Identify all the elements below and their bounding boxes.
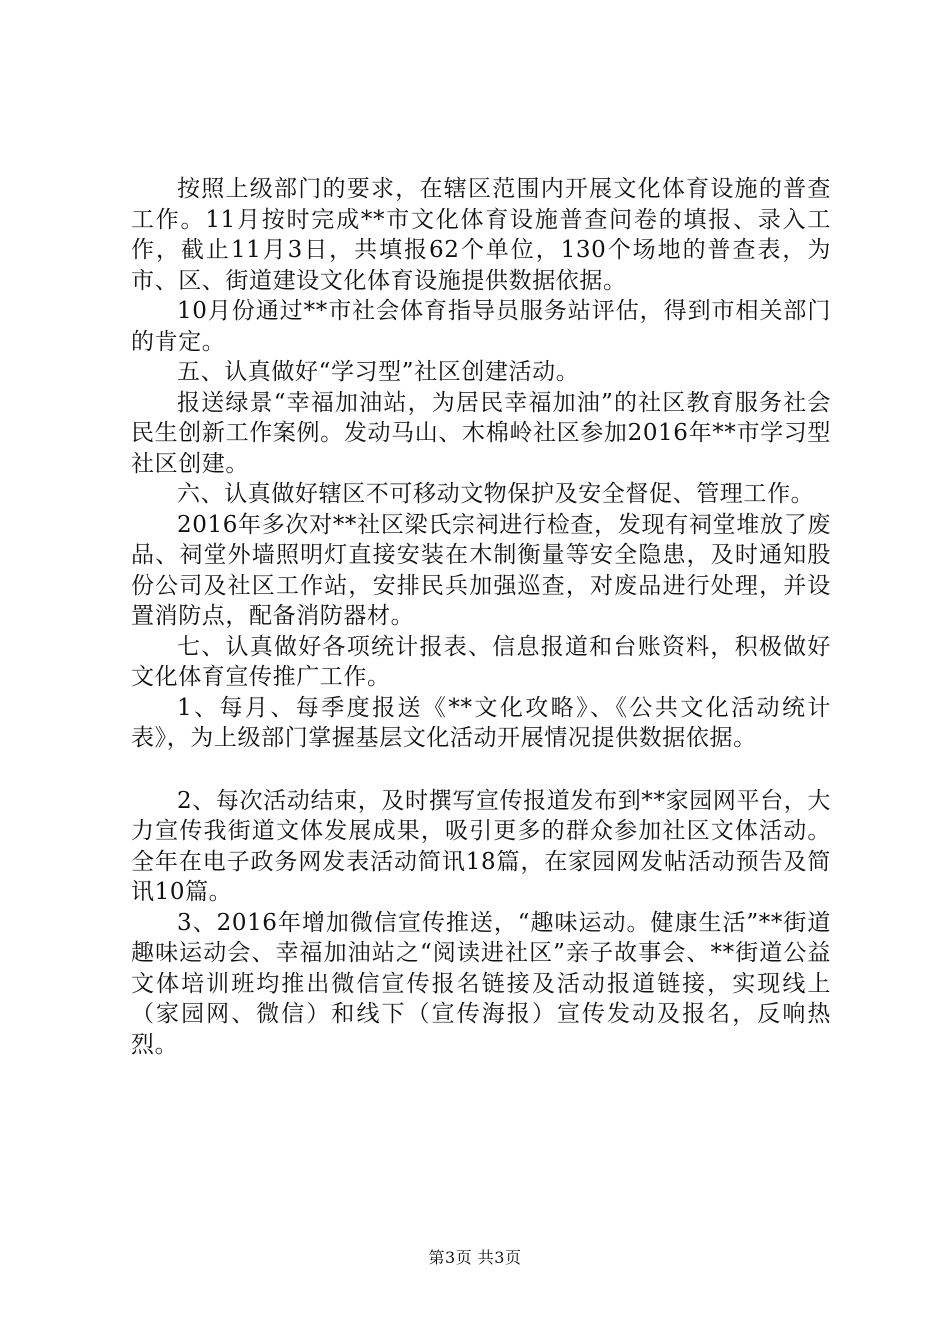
paragraph-instructor-evaluation: 10月份通过**市社会体育指导员服务站评估，得到市相关部门的肯定。 — [131, 298, 831, 355]
page-footer: 第3页 共3页 — [428, 1248, 522, 1267]
paragraph-learning-community: 报送绿景“幸福加油站，为居民幸福加油”的社区教育服务社会民生创新工作案例。发动马山、木棉岭社区参加2016年**市学习型社区创建。 — [131, 389, 831, 477]
list-item-activity-reports: 2、每次活动结束，及时撰写宣传报道发布到**家园网平台，大力宣传我街道文体发展成果，吸引更多的群众参加社区文体活动。全年在电子政务网发表活动简讯18篇，在家园网发帖活动预告及简讯10篇。 — [131, 787, 831, 905]
list-item-wechat-promotion: 3、2016年增加微信宣传推送，“趣味运动。健康生活”**街道趣味运动会、幸福加油站之“阅读进社区”亲子故事会、**街道公益文体培训班均推出微信宣传报名链接及活动报道链接，实现线上（家园网、微信）和线下（宣传海报）宣传发动及报名，反响热烈。 — [131, 909, 831, 1058]
section-heading-statistics-publicity: 七、认真做好各项统计报表、信息报道和台账资料，积极做好文化体育宣传推广工作。 — [131, 633, 831, 690]
list-item-monthly-reports: 1、每月、每季度报送《**文化攻略》、《公共文化活动统计表》，为上级部门掌握基层文化活动开展情况提供数据依据。 — [131, 694, 831, 751]
section-heading-learning-community: 五、认真做好“学习型”社区创建活动。 — [177, 359, 580, 385]
paragraph-facility-survey: 按照上级部门的要求，在辖区范围内开展文化体育设施的普查工作。11月按时完成**市文化体育设施普查问卷的填报、录入工作，截止11月3日，共填报62个单位，130个场地的普查表，为市、区、街道建设文化体育设施提供数据依据。 — [131, 176, 831, 294]
paragraph-heritage-inspection: 2016年多次对**社区梁氏宗祠进行检查，发现有祠堂堆放了废品、祠堂外墙照明灯直接安装在木制衡量等安全隐患，及时通知股份公司及社区工作站，安排民兵加强巡查，对废品进行处理，并设置消防点，配备消防器材。 — [131, 511, 831, 629]
document-body — [131, 174, 831, 1060]
section-heading-heritage-protection: 六、认真做好辖区不可移动文物保护及安全督促、管理工作。 — [177, 481, 815, 507]
